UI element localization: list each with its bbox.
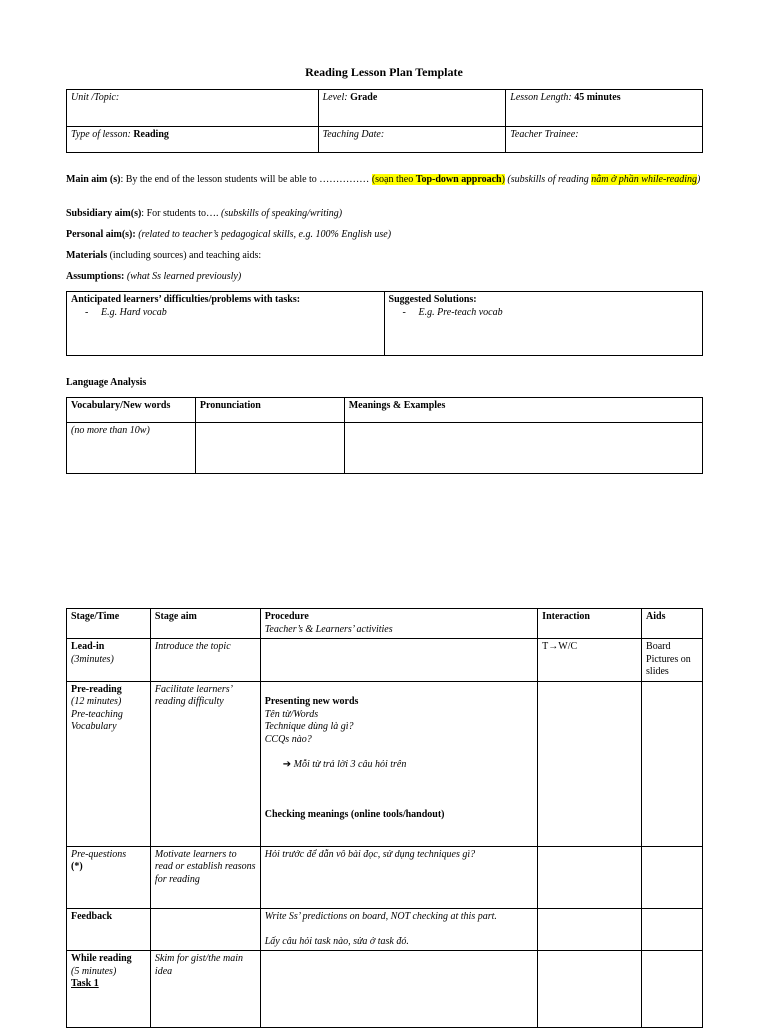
leadin-aids-cell: Board Pictures on slides <box>642 639 703 682</box>
difficulties-cell: Anticipated learners’ difficulties/problems with tasks: - E.g. Hard vocab <box>67 292 385 356</box>
type-of-lesson-cell: Type of lesson: Reading <box>67 127 319 153</box>
header-stage-time: Stage/Time <box>67 609 151 639</box>
whilereading-aids-cell <box>642 951 703 1028</box>
arrow-icon: ➔ <box>282 758 292 770</box>
assumptions: Assumptions: (what Ss learned previously) <box>66 271 242 282</box>
header-table <box>66 89 703 153</box>
main-aim: Main aim (s): By the end of the lesson students will be able to …………… (soạn theo Top-down approach) (subskills of reading nằm ở phần while-reading) <box>66 174 701 185</box>
procedure-table <box>66 608 703 1028</box>
header-stage-aim: Stage aim <box>150 609 260 639</box>
feedback-aids-cell <box>642 908 703 951</box>
table-row <box>67 908 703 951</box>
whilereading-stage-cell: While reading (5 minutes) Task 1 <box>67 951 151 1028</box>
unit-topic-cell: Unit /Topic: <box>67 90 319 127</box>
pronunciation-cell <box>195 423 344 474</box>
col-meanings-header: Meanings & Examples <box>344 398 702 423</box>
header-aids: Aids <box>642 609 703 639</box>
prereading-procedure-cell: Presenting new words Tên từ/Words Technique dùng là gì? CCQs nào? ➔ Mỗi từ trả lời 3 câu hỏi trên Checking meanings (online tools/handout) <box>260 681 537 846</box>
document-title: Reading Lesson Plan Template <box>305 65 463 79</box>
header-procedure: Procedure Teacher’s & Learners’ activities <box>260 609 537 639</box>
table-row <box>67 951 703 1028</box>
whilereading-interaction-cell <box>538 951 642 1028</box>
table-row <box>67 681 703 846</box>
col-pronunciation-header: Pronunciation <box>195 398 344 423</box>
prequestions-procedure-cell: Hỏi trước để dẫn vô bài đọc, sử dụng techniques gì? <box>260 846 537 908</box>
whilereading-aim-cell: Skim for gist/the main idea <box>150 951 260 1028</box>
prequestions-aim-cell: Motivate learners to read or establish reasons for reading <box>150 846 260 908</box>
header-interaction: Interaction <box>538 609 642 639</box>
prereading-interaction-cell <box>538 681 642 846</box>
prereading-stage-cell: Pre-reading (12 minutes) Pre-teaching Vocabulary <box>67 681 151 846</box>
prequestions-stage-cell: Pre-questions (*) <box>67 846 151 908</box>
lesson-length-cell: Lesson Length: 45 minutes <box>506 90 703 127</box>
solutions-cell: Suggested Solutions: - E.g. Pre-teach vocab <box>384 292 702 356</box>
meanings-cell <box>344 423 702 474</box>
whilereading-procedure-cell <box>260 951 537 1028</box>
leadin-stage-cell: Lead-in (3minutes) <box>67 639 151 682</box>
leadin-aim-cell: Introduce the topic <box>150 639 260 682</box>
language-analysis-table <box>66 397 703 474</box>
level-cell: Level: Grade <box>318 90 506 127</box>
table-row <box>67 846 703 908</box>
vocab-note-cell: (no more than 10w) <box>67 423 196 474</box>
prequestions-aids-cell <box>642 846 703 908</box>
table-row <box>67 639 703 682</box>
feedback-interaction-cell <box>538 908 642 951</box>
feedback-procedure-cell: Write Ss’ predictions on board, NOT checking at this part. Lấy câu hỏi task nào, sửa ở task đó. <box>260 908 537 951</box>
feedback-stage-cell: Feedback <box>67 908 151 951</box>
personal-aim: Personal aim(s): (related to teacher’s pedagogical skills, e.g. 100% English use) <box>66 229 392 240</box>
materials: Materials (including sources) and teaching aids: <box>66 250 262 261</box>
subsidiary-aim: Subsidiary aim(s): For students to…. (subskills of speaking/writing) <box>66 208 343 219</box>
teacher-trainee-cell: Teacher Trainee: <box>506 127 703 153</box>
leadin-procedure-cell <box>260 639 537 682</box>
leadin-interaction-cell: T→W/C <box>538 639 642 682</box>
difficulties-table <box>66 291 703 356</box>
prereading-aim-cell: Facilitate learners’ reading difficulty <box>150 681 260 846</box>
language-analysis-heading: Language Analysis <box>66 377 147 388</box>
col-vocab-header: Vocabulary/New words <box>67 398 196 423</box>
teaching-date-cell: Teaching Date: <box>318 127 506 153</box>
prereading-aids-cell <box>642 681 703 846</box>
feedback-aim-cell <box>150 908 260 951</box>
prequestions-interaction-cell <box>538 846 642 908</box>
